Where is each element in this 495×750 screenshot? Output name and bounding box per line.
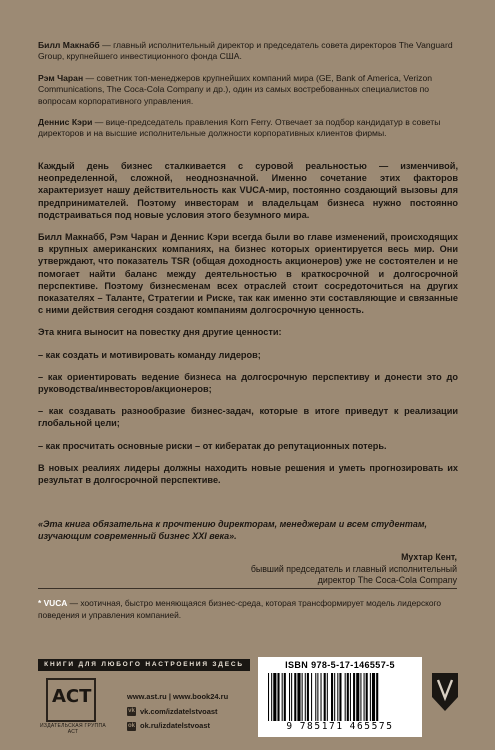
barcode-bar [327, 673, 328, 721]
barcode-digit-group: 9 [286, 721, 294, 732]
logo-caption: ИЗДАТЕЛЬСКАЯ ГРУППА АСТ [40, 723, 106, 735]
websites-text[interactable]: www.ast.ru | www.book24.ru [127, 692, 229, 701]
barcode-bar [376, 673, 378, 721]
barcode-bar [271, 673, 272, 721]
author-name: Деннис Кэри [38, 117, 93, 128]
barcode-bar [366, 673, 368, 721]
author-name: Рэм Чаран [38, 72, 84, 83]
barcode-bar [268, 673, 269, 721]
footnote [38, 598, 468, 621]
publisher-links [127, 690, 228, 734]
footnote-marker: * [38, 598, 42, 608]
values-list-item: – как создать и мотивировать команду лидеров; [38, 349, 261, 360]
ok-link-row [127, 719, 228, 734]
footnote-divider [38, 588, 457, 589]
footnote-text: — хоотичная, быстро меняющаяся бизнес-среда, которая трансформирует модель лидерского поведения и управления компанией. [38, 598, 442, 620]
endorsement-quote: «Эта книга обязательна к прочтению директорам, менеджерам и всем студентам, изучающим современный бизнес XXI века». [38, 519, 428, 541]
isbn-label: ISBN 978-5-17-146557-5 [285, 660, 395, 670]
barcode-bar [297, 673, 300, 721]
barcode-bar [302, 673, 303, 721]
quote-author-name: Мухтар Кент, [401, 552, 457, 562]
quote-author-title: бывший председатель и главный исполнительный директор The Coca-Cola Company [250, 563, 457, 586]
barcode-bar [350, 673, 351, 721]
barcode-bar [277, 673, 279, 721]
barcode-bar [347, 673, 349, 721]
vk-icon: vk [128, 708, 135, 715]
barcode-digit-group: 465575 [349, 721, 394, 732]
values-list-item: – как создавать разнообразие бизнес-задач, которые в итоге приведут к реализации глобальной цели; [38, 406, 458, 429]
barcode-bar [345, 673, 346, 721]
vk-link-row [127, 705, 228, 720]
barcode-bar [364, 673, 365, 721]
values-list-item: – как ориентировать ведение бизнеса на долгосрочную перспективу и донести это до руководства/инвесторов/акционеров; [38, 371, 458, 395]
description-paragraph: Билл Макнабб, Рэм Чаран и Деннис Кэри всегда были во главе изменений, происходящих в крупных американских компаниях, на бизнес которых ориентируется весь мир. Они утверждают, что показатель TSR (общая доходность акционеров) уже не состоятелен и не помогает найти баланс между деятельностью в краткосрочной и долгосрочной перспективе. Поэтому бизнесменам всех отраслей стоит сосредоточиться на других показателях – Таланте, Стратегии и Риске, так как именно эти составляющие и связанные с ними действия сегодня создают компаниям долгосрочную ценность. [38, 232, 458, 316]
barcode-bar [282, 673, 283, 721]
author-bio [38, 117, 458, 140]
author-bio [38, 40, 458, 63]
publisher-tagline: КНИГИ ДЛЯ ЛЮБОГО НАСТРОЕНИЯ ЗДЕСЬ [38, 659, 250, 671]
barcode-bar [356, 673, 359, 721]
barcode-bar [284, 673, 286, 721]
values-list-item: – как просчитать основные риски – от кибератак до репутационных потерь. [38, 440, 387, 451]
description-paragraph: Эта книга выносит на повестку дня другие ценности: [38, 327, 282, 338]
barcode-bars [268, 673, 412, 721]
barcode-bar [331, 673, 333, 721]
barcode-bar [307, 673, 309, 721]
author-description: — вице-председатель правления Korn Ferry. Отвечает за подбор кандидатур в советы директоров и на высшие исполнительные должности корпоративных клиентов фирмы. [38, 117, 441, 139]
endorsement-author [217, 552, 457, 587]
author-bios [38, 40, 458, 150]
vk-link[interactable]: vk.com/izdatelstvoast [140, 706, 218, 716]
barcode-bar [273, 673, 276, 721]
description-paragraph: Каждый день бизнес сталкивается с суровой реальностью — изменчивой, неопределенной, сложной, неоднозначной. Именно сочетание этих факторов характеризует нашу действительность как VUCA-мир, постоянно создающий вызовы для предпринимателей. Поэтому инвесторам и владельцам бизнеса нужно постоянно подстраиваться под новые условия этого безумного мира. [38, 161, 458, 220]
logo-text: АСТ [52, 686, 92, 707]
barcode-bar [360, 673, 361, 721]
book-description [38, 160, 458, 496]
website-links [127, 690, 228, 705]
publisher-logo [38, 676, 104, 734]
description-paragraph: В новых реалиях лидеры должны находить новые решения и уметь прогнозировать их результат в долгосрочной перспективе. [38, 462, 458, 486]
barcode-bar [324, 673, 326, 721]
author-description: — советник топ-менеджеров крупнейших компаний мира (GE, Bank of America, Verizon Communications, The Coca-Cola Company и др.), один из самых востребованных специалистов по вопросам корпоративного управления. [38, 72, 433, 106]
barcode-bar [305, 673, 306, 721]
barcode-bar [315, 673, 316, 721]
barcode-bar [353, 673, 355, 721]
imprint-v-icon [432, 673, 458, 711]
barcode-bar [311, 673, 312, 721]
barcode-bar [339, 673, 341, 721]
author-name: Билл Макнабб [38, 40, 100, 50]
author-bio [38, 73, 458, 107]
ok-link[interactable]: ok.ru/izdatelstvoast [140, 721, 211, 730]
barcode-bar [289, 673, 290, 721]
barcode-bar [334, 673, 335, 721]
barcode-bar [317, 673, 318, 721]
barcode-bar [372, 673, 375, 721]
barcode-digits [258, 721, 422, 732]
barcode-bar [370, 673, 371, 721]
barcode-bar [337, 673, 338, 721]
footnote-term: VUCA [43, 598, 68, 608]
barcode-bar [291, 673, 292, 721]
barcode-bar [321, 673, 322, 721]
barcode [258, 657, 422, 737]
barcode-bar [294, 673, 296, 721]
barcode-digit-group: 785171 [299, 721, 344, 732]
author-description: — главный исполнительный директор и председатель совета директоров The Vanguard Group, крупнейшего инвестиционного фонда США. [38, 40, 453, 62]
ok-icon: ok [127, 722, 135, 729]
